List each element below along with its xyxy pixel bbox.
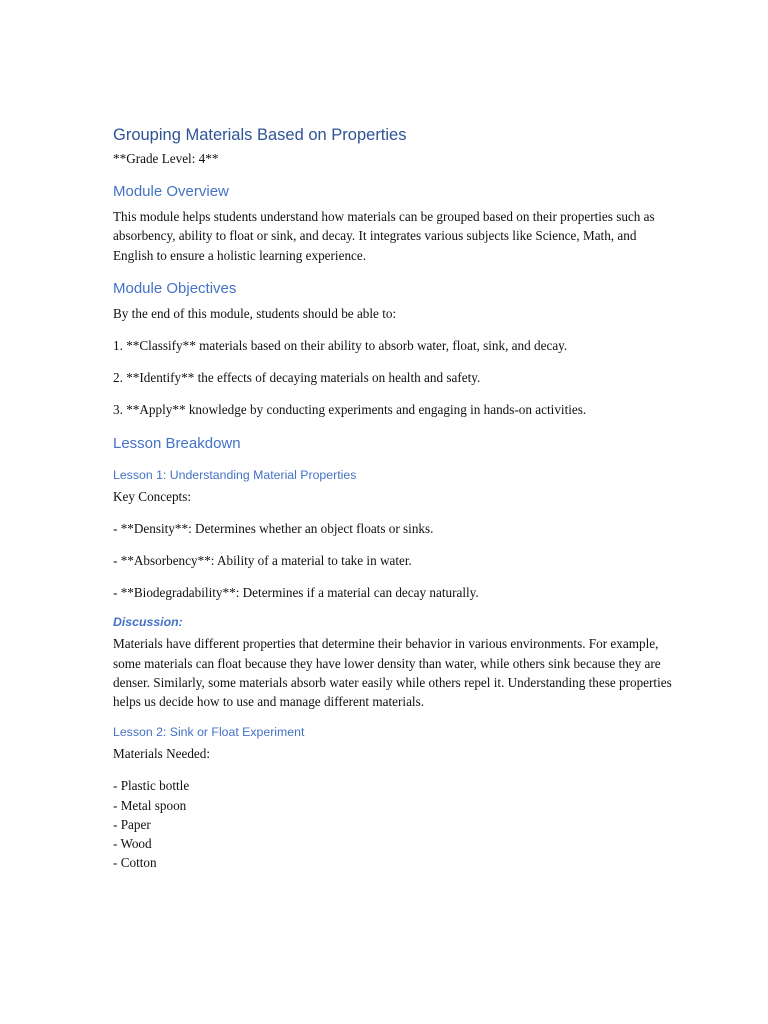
discussion-heading: Discussion: bbox=[113, 615, 183, 630]
material-item: - Cotton bbox=[113, 855, 157, 871]
objectives-heading: Module Objectives bbox=[113, 279, 237, 297]
materials-label: Materials Needed: bbox=[113, 746, 211, 762]
objective-item-1: 1. **Classify** materials based on their ability to absorb water, float, sink, and decay. bbox=[113, 338, 568, 354]
concept-biodegradability: - **Biodegradability**: Determines if a material can decay naturally. bbox=[113, 585, 479, 601]
overview-heading: Module Overview bbox=[113, 183, 229, 201]
key-concepts-label: Key Concepts: bbox=[113, 488, 192, 504]
concept-absorbency: - **Absorbency**: Ability of a material to take in water. bbox=[113, 553, 412, 569]
breakdown-heading: Lesson Breakdown bbox=[113, 434, 241, 452]
grade-level: **Grade Level: 4** bbox=[113, 151, 219, 166]
material-item: - Plastic bottle bbox=[113, 778, 190, 794]
material-item: - Metal spoon bbox=[113, 797, 187, 813]
concept-density: - **Density**: Determines whether an object floats or sinks. bbox=[113, 520, 434, 536]
discussion-text: Materials have different properties that determine their behavior in various environments. For example, some materials can float because they have lower density than water, while others sink because they are denser. Similarly, some materials absorb water easily while others repel it. Understanding these properties helps us decide how to use and manage different materials. bbox=[113, 636, 672, 710]
document-title: Grouping Materials Based on Properties bbox=[113, 126, 407, 144]
objective-item-3: 3. **Apply** knowledge by conducting experiments and engaging in hands-on activities. bbox=[113, 402, 587, 418]
objective-item-2: 2. **Identify** the effects of decaying materials on health and safety. bbox=[113, 370, 481, 386]
overview-text: This module helps students understand how materials can be grouped based on their properties such as absorbency, ability to float or sink, and decay. It integrates various subjects like Science, Math, and English to ensure a holistic learning experience. bbox=[113, 209, 655, 263]
objectives-intro: By the end of this module, students should be able to: bbox=[113, 305, 397, 321]
lesson1-heading: Lesson 1: Understanding Material Properties bbox=[113, 467, 357, 482]
lesson2-heading: Lesson 2: Sink or Float Experiment bbox=[113, 725, 305, 740]
document-body bbox=[113, 124, 673, 872]
material-item: - Paper bbox=[113, 816, 151, 832]
material-item: - Wood bbox=[113, 836, 152, 852]
